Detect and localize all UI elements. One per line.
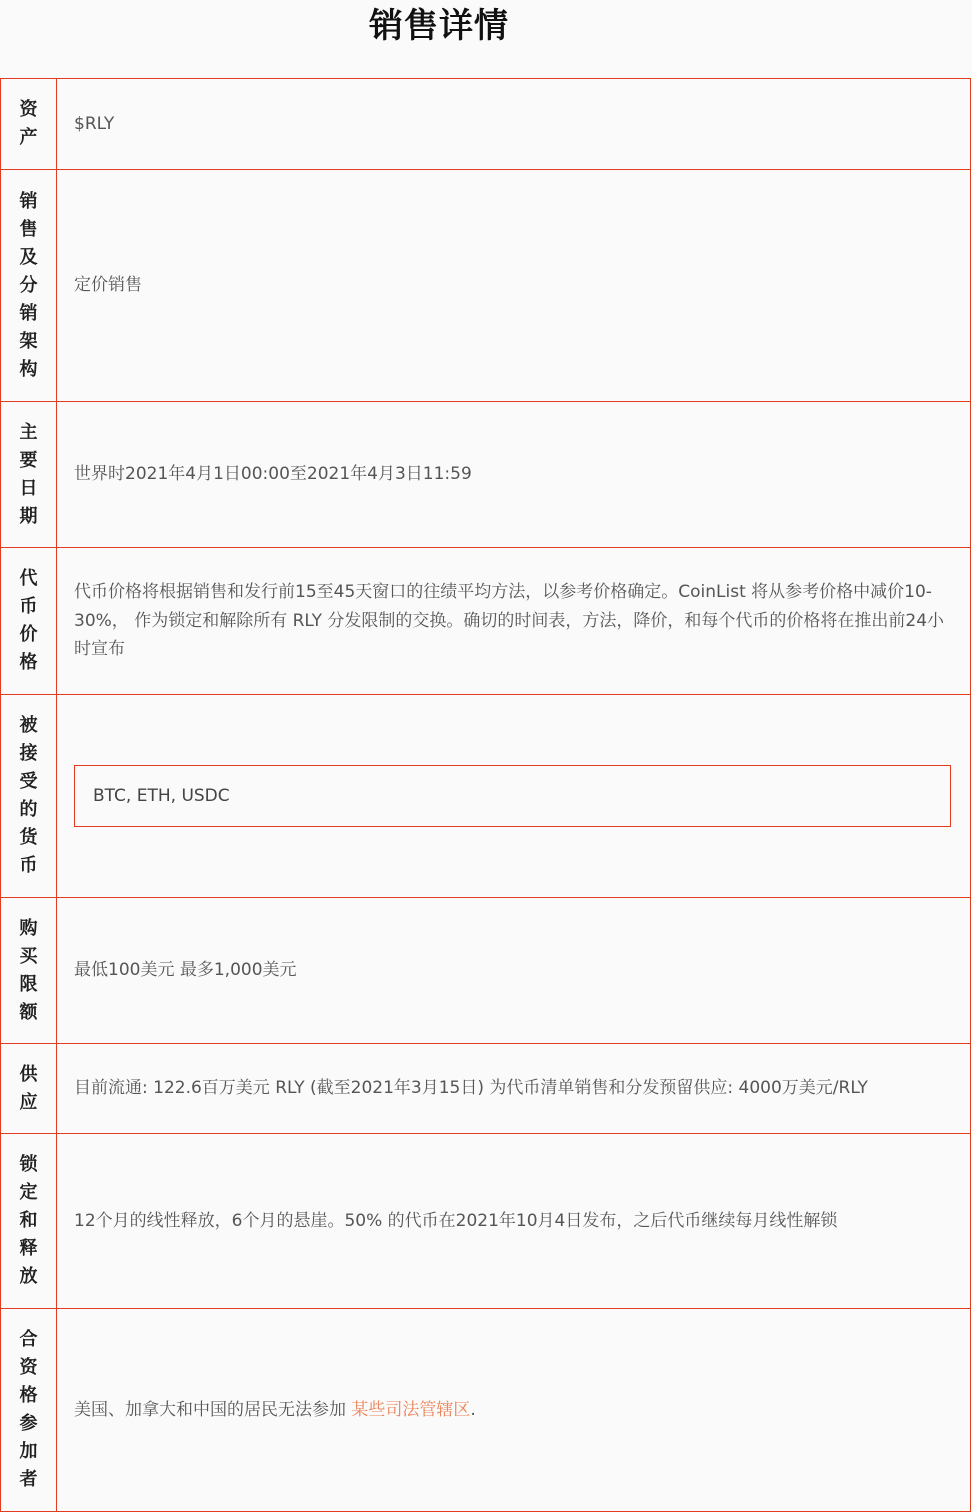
table-row-dates: [1, 402, 971, 548]
sale-details-table: [0, 78, 971, 1512]
row-label-structure: 销售及分销架构: [19, 190, 38, 380]
row-label-cell: [1, 402, 57, 548]
row-value-asset: $RLY: [57, 79, 971, 170]
row-label-limits: 购买限额: [19, 917, 38, 1023]
row-value-structure: 定价销售: [57, 170, 971, 402]
row-value-currencies-cell: [57, 695, 971, 898]
row-value-lockup: 12个月的线性释放，6个月的悬崖。50% 的代币在2021年10月4日发布，之后代币继续每月线性解锁: [57, 1134, 971, 1309]
row-label-cell: [1, 898, 57, 1044]
row-value-limits: 最低100美元 最多1,000美元: [57, 898, 971, 1044]
table-row-supply: [1, 1044, 971, 1134]
row-value-eligibility: [57, 1309, 971, 1512]
eligibility-text: 美国、加拿大和中国的居民无法参加: [74, 1399, 352, 1420]
row-label-cell: [1, 1044, 57, 1134]
table-row-currencies: [1, 695, 971, 898]
table-row-structure: [1, 170, 971, 402]
row-value-price: 代币价格将根据销售和发行前15至45天窗口的往绩平均方法，以参考价格确定。CoinList 将从参考价格中减价10-30%， 作为锁定和解除所有 RLY 分发限制的交换。确切的时间表，方法，降价，和每个代币的价格将在推出前24小时宣布: [57, 548, 971, 695]
table-row-lockup: [1, 1134, 971, 1309]
accepted-currencies-box: BTC, ETH, USDC: [74, 765, 951, 827]
row-label-cell: [1, 170, 57, 402]
row-label-supply: 供应: [19, 1063, 38, 1113]
row-label-cell: [1, 1309, 57, 1512]
row-label-price: 代币价格: [19, 568, 38, 673]
row-label-currencies: 被接受的货币: [19, 715, 38, 876]
row-value-supply: 目前流通: 122.6百万美元 RLY (截至2021年3月15日) 为代币清单销售和分发预留供应: 4000万美元/RLY: [57, 1044, 971, 1134]
row-label-lockup: 锁定和释放: [19, 1154, 38, 1287]
table-row-price: [1, 548, 971, 695]
jurisdictions-link[interactable]: 某些司法管辖区: [351, 1399, 471, 1420]
row-value-dates: 世界时2021年4月1日00:00至2021年4月3日11:59: [57, 402, 971, 548]
table-row-limits: [1, 898, 971, 1044]
table-row-eligibility: [1, 1309, 971, 1512]
row-label-asset: 资产: [19, 99, 38, 148]
row-label-dates: 主要日期: [19, 421, 38, 527]
row-label-cell: [1, 79, 57, 170]
row-label-cell: [1, 1134, 57, 1309]
row-label-eligibility: 合资格参加者: [19, 1329, 38, 1490]
page-title: 销售详情: [369, 6, 509, 46]
row-label-cell: [1, 695, 57, 898]
row-label-cell: [1, 548, 57, 695]
table-row-asset: [1, 79, 971, 170]
eligibility-text-suffix: .: [470, 1399, 476, 1420]
